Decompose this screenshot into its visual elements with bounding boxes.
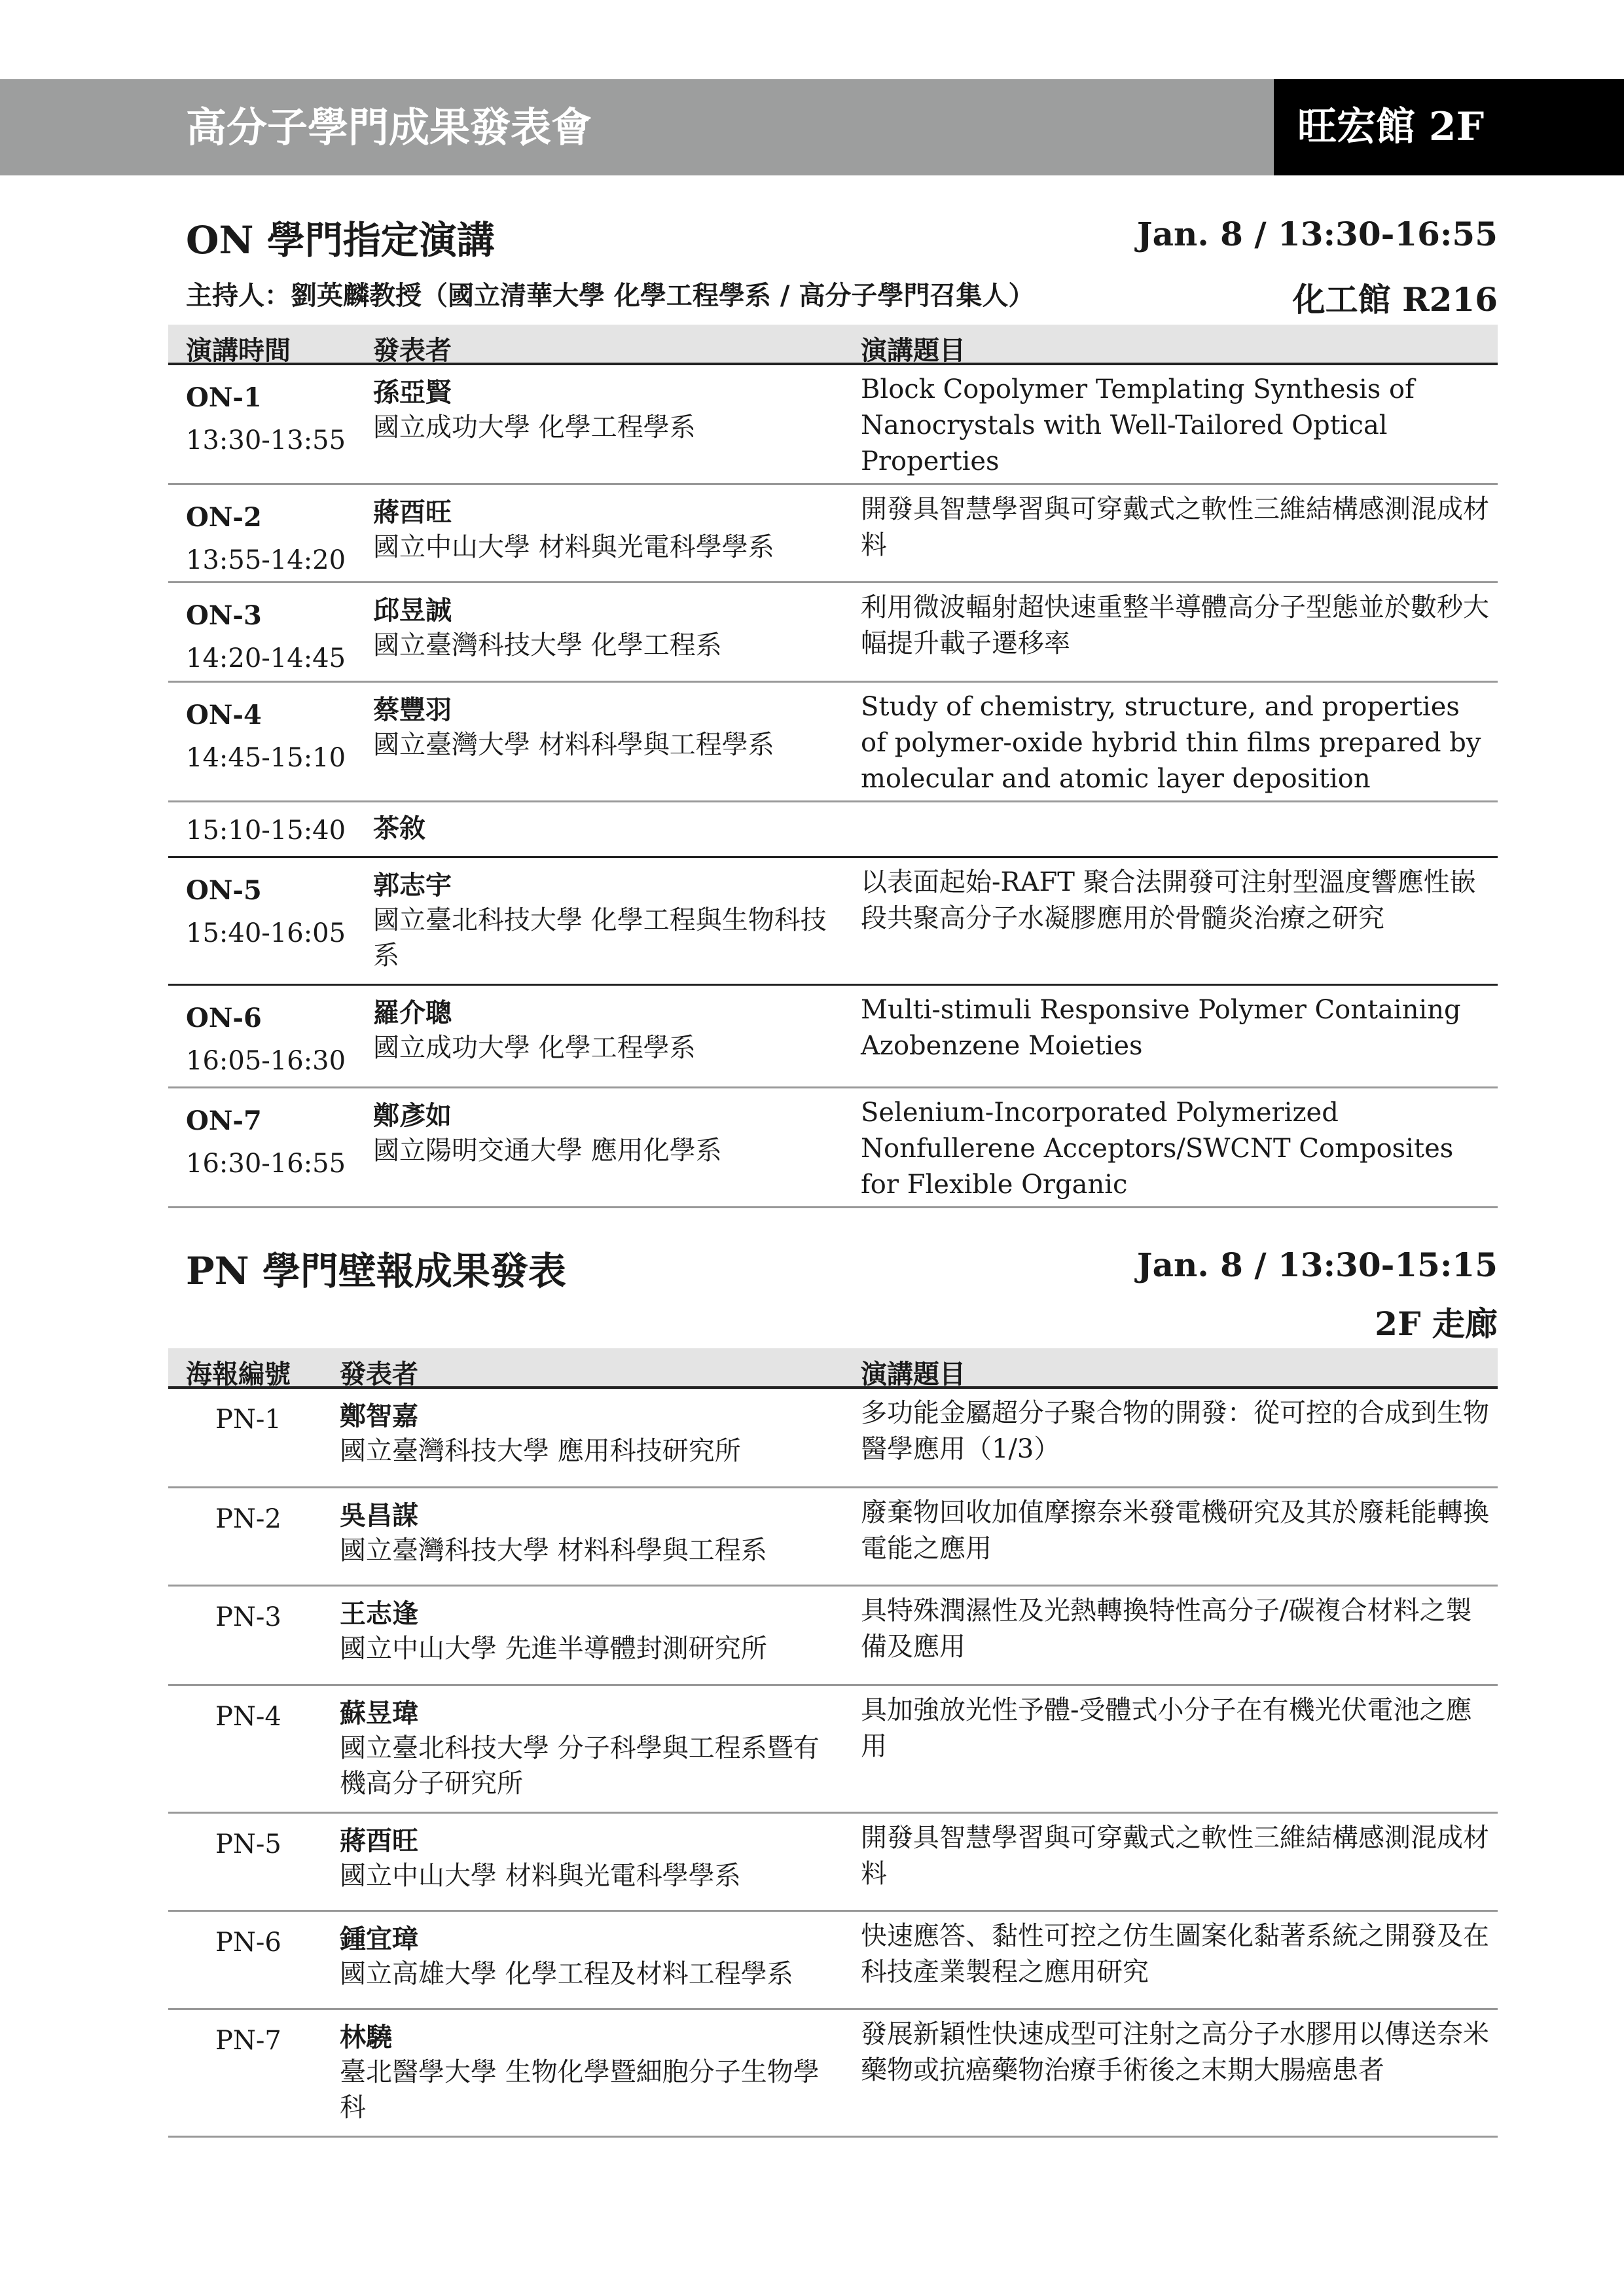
presenter-name: 鄭彥如 xyxy=(373,1100,452,1131)
talk-time: 13:55-14:20 xyxy=(186,545,346,575)
presenter-affiliation: 國立臺北科技大學 化學工程與生物科技系 xyxy=(373,905,827,971)
poster-title: 發展新穎性快速成型可注射之高分子水膠用以傳送奈米藥物或抗癌藥物治療手術後之末期大腸癌患者 xyxy=(861,2019,1489,2085)
presenter-affiliation: 國立臺灣大學 材料科學與工程學系 xyxy=(373,730,774,760)
on-host: 主持人：劉英麟教授（國立清華大學 化學工程學系 / 高分子學門召集人） xyxy=(186,280,1035,311)
banner xyxy=(0,79,1624,175)
presenter-name: 羅介聰 xyxy=(373,997,452,1028)
presenter-affiliation: 國立陽明交通大學 應用化學系 xyxy=(373,1136,722,1166)
banner-title: 高分子學門成果發表會 xyxy=(186,103,592,151)
presenter-affiliation: 國立成功大學 化學工程學系 xyxy=(373,1033,696,1063)
talk-time: 13:30-13:55 xyxy=(186,425,346,456)
on-title: ON 學門指定演講 xyxy=(186,218,495,262)
presenter-affiliation: 國立臺灣科技大學 材料科學與工程系 xyxy=(340,1535,767,1566)
talk-title: Multi-stimuli Responsive Polymer Containing Azobenzene Moieties xyxy=(861,995,1461,1061)
poster-id: PN-6 xyxy=(215,1928,281,1958)
talk-title: 以表面起始-RAFT 聚合法開發可注射型溫度響應性嵌段共聚高分子水凝膠應用於骨髓炎治療之研究 xyxy=(861,867,1476,933)
talk-id: ON-3 xyxy=(186,600,262,631)
talk-time: 16:05-16:30 xyxy=(186,1046,346,1076)
talk-title: Block Copolymer Templating Synthesis of Nanocrystals with Well-Tailored Optical Properties xyxy=(861,374,1415,476)
talk-id: ON-7 xyxy=(186,1105,262,1136)
presenter-affiliation: 國立臺灣科技大學 化學工程系 xyxy=(373,630,722,660)
presenter-name: 蘇昱瑋 xyxy=(340,1698,418,1729)
presenter-name: 林驍 xyxy=(340,2022,392,2053)
poster-id: PN-4 xyxy=(215,1702,281,1732)
break-time: 15:10-15:40 xyxy=(186,816,346,846)
banner-venue: 旺宏館 2F xyxy=(1274,79,1624,175)
pn-table xyxy=(168,1348,1498,2138)
presenter-name: 吳昌謀 xyxy=(340,1500,418,1531)
header-title: 演講題目 xyxy=(861,335,965,366)
talk-title: Study of chemistry, structure, and properties of polymer-oxide hybrid thin films prepared by molecular and atomic layer deposition xyxy=(861,692,1481,794)
presenter-name: 孫亞賢 xyxy=(373,377,452,408)
poster-id: PN-5 xyxy=(215,1829,281,1859)
presenter-name: 鍾宜璋 xyxy=(340,1924,418,1954)
poster-title: 廢棄物回收加值摩擦奈米發電機研究及其於廢耗能轉換電能之應用 xyxy=(861,1498,1489,1564)
poster-id: PN-7 xyxy=(215,2026,281,2056)
table-row xyxy=(168,1587,1498,1686)
presenter-affiliation: 國立中山大學 先進半導體封測研究所 xyxy=(340,1634,767,1664)
poster-id: PN-2 xyxy=(215,1504,281,1534)
talk-id: ON-6 xyxy=(186,1003,262,1033)
pn-room: 2F 走廊 xyxy=(1375,1304,1498,1343)
presenter-name: 蔡豐羽 xyxy=(373,694,452,725)
table-header xyxy=(168,1348,1498,1389)
table-row xyxy=(168,986,1498,1088)
table-row xyxy=(168,2010,1498,2138)
presenter-name: 蔣酉旺 xyxy=(340,1825,418,1856)
talk-time: 15:40-16:05 xyxy=(186,918,346,948)
presenter-affiliation: 國立高雄大學 化學工程及材料工程學系 xyxy=(340,1959,793,1989)
table-row xyxy=(168,1912,1498,2010)
talk-id: ON-4 xyxy=(186,700,262,730)
talk-title: 開發具智慧學習與可穿戴式之軟性三維結構感測混成材料 xyxy=(861,494,1489,560)
poster-id: PN-3 xyxy=(215,1602,281,1632)
header-presenter: 發表者 xyxy=(373,335,452,366)
poster-title: 具加強放光性予體-受體式小分子在有機光伏電池之應用 xyxy=(861,1695,1472,1761)
talk-id: ON-1 xyxy=(186,382,262,413)
presenter-name: 鄭智嘉 xyxy=(340,1401,418,1431)
table-row xyxy=(168,683,1498,802)
pn-datetime: Jan. 8 / 13:30-15:15 xyxy=(1136,1246,1498,1284)
presenter-affiliation: 臺北醫學大學 生物化學暨細胞分子生物學科 xyxy=(340,2057,820,2123)
header-number: 海報編號 xyxy=(186,1359,291,1390)
table-row xyxy=(168,365,1498,485)
poster-id: PN-1 xyxy=(215,1405,281,1435)
talk-title: 利用微波輻射超快速重整半導體高分子型態並於數秒大幅提升載子遷移率 xyxy=(861,592,1489,658)
talk-time: 14:20-14:45 xyxy=(186,643,346,673)
presenter-affiliation: 國立中山大學 材料與光電科學學系 xyxy=(373,532,774,562)
header-time: 演講時間 xyxy=(186,335,291,366)
table-row xyxy=(168,858,1498,986)
break-label: 茶敘 xyxy=(373,813,425,844)
presenter-affiliation: 國立臺灣科技大學 應用科技研究所 xyxy=(340,1436,741,1466)
table-row xyxy=(168,1088,1498,1208)
table-header xyxy=(168,325,1498,365)
talk-id: ON-5 xyxy=(186,875,262,906)
on-room: 化工館 R216 xyxy=(1292,280,1498,319)
table-row xyxy=(168,583,1498,683)
presenter-affiliation: 國立臺北科技大學 分子科學與工程系暨有機高分子研究所 xyxy=(340,1733,820,1799)
poster-title: 開發具智慧學習與可穿戴式之軟性三維結構感測混成材料 xyxy=(861,1823,1489,1889)
poster-title: 具特殊潤濕性及光熱轉換特性高分子/碳複合材料之製備及應用 xyxy=(861,1596,1472,1662)
header-presenter: 發表者 xyxy=(340,1359,418,1390)
break-row xyxy=(168,802,1498,858)
presenter-affiliation: 國立成功大學 化學工程學系 xyxy=(373,412,696,442)
table-row xyxy=(168,1389,1498,1488)
presenter-name: 蔣酉旺 xyxy=(373,497,452,528)
presenter-name: 邱昱誠 xyxy=(373,595,452,626)
talk-time: 14:45-15:10 xyxy=(186,743,346,773)
on-datetime: Jan. 8 / 13:30-16:55 xyxy=(1136,215,1498,253)
presenter-name: 郭志宇 xyxy=(373,870,452,901)
presenter-affiliation: 國立中山大學 材料與光電科學學系 xyxy=(340,1861,741,1891)
poster-title: 多功能金屬超分子聚合物的開發：從可控的合成到生物醫學應用（1/3） xyxy=(861,1398,1489,1464)
presenter-name: 王志逢 xyxy=(340,1598,418,1629)
table-row xyxy=(168,1488,1498,1587)
talk-title: Selenium-Incorporated Polymerized Nonfullerene Acceptors/SWCNT Composites for Flexible Organic xyxy=(861,1098,1454,1200)
talk-id: ON-2 xyxy=(186,502,262,533)
table-row xyxy=(168,1686,1498,1814)
table-row xyxy=(168,485,1498,583)
header-title: 演講題目 xyxy=(861,1359,965,1390)
table-row xyxy=(168,1814,1498,1912)
poster-title: 快速應答、黏性可控之仿生圖案化黏著系統之開發及在科技產業製程之應用研究 xyxy=(861,1921,1489,1987)
on-table xyxy=(168,325,1498,1208)
talk-time: 16:30-16:55 xyxy=(186,1149,346,1179)
pn-title: PN 學門壁報成果發表 xyxy=(186,1249,566,1293)
